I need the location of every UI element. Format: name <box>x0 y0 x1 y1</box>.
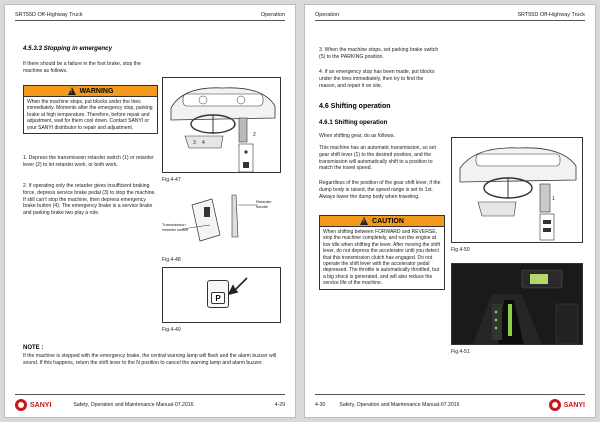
svg-text:4: 4 <box>202 140 205 146</box>
figure-4-47 <box>162 77 281 173</box>
caution-icon: ! <box>360 217 368 225</box>
header-title: SRT55D Off-Highway Truck <box>15 12 83 18</box>
subsection-title: 4.6.1 Shifting operation <box>319 119 388 126</box>
brand-name: SANYI <box>30 401 52 409</box>
paragraph-1: When shifting gear, do as follows. <box>319 133 395 139</box>
step-2: 2. If operating only the retarder gives insufficient braking force, depress service brake pedal (3) to stop the machine. If still can’t stop the machine, then depress emergency brake button (4). The emergency brake is a service brake and parking brake two play a role. <box>23 183 156 217</box>
header-section: Operation <box>315 12 340 18</box>
caution-title: CAUTION <box>372 217 404 225</box>
paragraph-3: Regardless of the position of the gear shift lever, if the dump body is raised, the speed range is set to 1st. Always lower the dump body when traveling. <box>319 180 441 200</box>
figure-4-50 <box>451 137 583 243</box>
section-title: 4.5.3.3 Stopping in emergency <box>23 45 113 52</box>
sanyi-logo-icon <box>549 399 561 411</box>
retarder-controls-illustration <box>162 185 281 253</box>
warning-text: When the machine stops, put blocks under the tires immediately. Moments after the emergency stop, parking brake at high temperature. Therefore, before repair and adjustment, wait for them cool down. Contact SANYI or your SANYI distributor to repair and adjustment. <box>27 99 153 131</box>
shift-lever-photo <box>452 264 583 345</box>
caution-box <box>319 215 445 290</box>
figure-caption-4-51: Fig.4-51 <box>451 349 470 355</box>
header-section: Operation <box>260 12 285 18</box>
page-header <box>15 12 285 21</box>
page-number: 4-29 <box>274 402 285 408</box>
retarder-handle-label: Retarder handle <box>256 199 272 209</box>
item-3: 3. When the machine stops, set parking brake switch (5) to the PARKING position. <box>319 47 439 60</box>
paragraph-2: This machine has an automatic transmission, so set gear shift lever (1) to the desired position, and the transmission will automatically shift to a position to match the travel speed. <box>319 145 436 172</box>
warning-header <box>24 86 157 97</box>
caution-header <box>320 216 444 227</box>
brand-logo <box>15 399 51 411</box>
svg-text:3: 3 <box>193 140 196 146</box>
figure-4-48 <box>162 185 281 253</box>
svg-text:1: 1 <box>552 196 555 202</box>
section-title: 4.6 Shifting operation <box>319 103 391 110</box>
brand-logo <box>549 399 585 411</box>
dashboard-illustration <box>163 78 281 173</box>
warning-box <box>23 85 158 134</box>
figure-caption-4-50: Fig.4-50 <box>451 247 470 253</box>
intro-paragraph: If there should be a failure in the foot brake, stop the machine as follows. <box>23 61 141 74</box>
caution-text: When shifting between FORWARD and REVERSE, stop the machine completely, and run the engine at low idle when shifting the lever. After moving the shift lever, do not depress the accelerator until you detect that this transmission clutch has engaged. Do not operate the shift lever with the accelerator pedal depressed. The throttle is automatically throttled, but a big shock is generated, and will also reduce the service life of the machine. <box>323 229 441 287</box>
item-4: 4. If an emergency stop has been made, put blocks under the tires immediately, then try to find the reason, and repair it on site. <box>319 69 435 89</box>
footer-text: Safety, Operation and Maintenance Manual-07.2016 <box>73 402 194 408</box>
warning-icon: ! <box>68 87 76 95</box>
note-title: NOTE : <box>23 345 44 351</box>
figure-caption-4-49: Fig.4-49 <box>162 327 181 333</box>
right-page <box>304 4 596 418</box>
header-title: SRT55D Off-Highway Truck <box>517 12 585 18</box>
parking-brake-switch <box>207 280 229 308</box>
retarder-switch-label: Transmission retarder switch <box>162 222 189 232</box>
figure-4-51 <box>451 263 583 345</box>
svg-text:2: 2 <box>253 132 256 138</box>
page-footer <box>315 394 585 411</box>
page-number: 4-30 <box>315 402 326 408</box>
figure-4-49 <box>162 267 281 323</box>
figure-caption-4-47: Fig.4-47 <box>162 177 181 183</box>
page-footer <box>15 394 285 411</box>
figure-caption-4-48: Fig.4-48 <box>162 257 181 263</box>
brand-name: SANYI <box>563 401 585 409</box>
arrow-icon <box>229 276 251 296</box>
svg-text:1: 1 <box>233 122 236 128</box>
warning-title: WARNING <box>79 87 114 95</box>
footer-text: Safety, Operation and Maintenance Manual-07.2016 <box>339 402 460 408</box>
page-header <box>315 12 585 21</box>
dashboard-shift-illustration <box>452 138 583 243</box>
sanyi-logo-icon <box>15 399 27 411</box>
parking-symbol: P <box>211 292 225 304</box>
step-1: 1. Depress the transmission retarder switch (1) or retarder lever (2) to let retarder work, or both work. <box>23 155 154 168</box>
left-page <box>4 4 296 418</box>
note-text: If the machine is stopped with the emergency brake, the central warning lamp will flash and the alarm buzzer will sound. If this happens, return the shift lever to the N position to cancel the warning lamp and alarm buzzer. <box>23 353 277 366</box>
